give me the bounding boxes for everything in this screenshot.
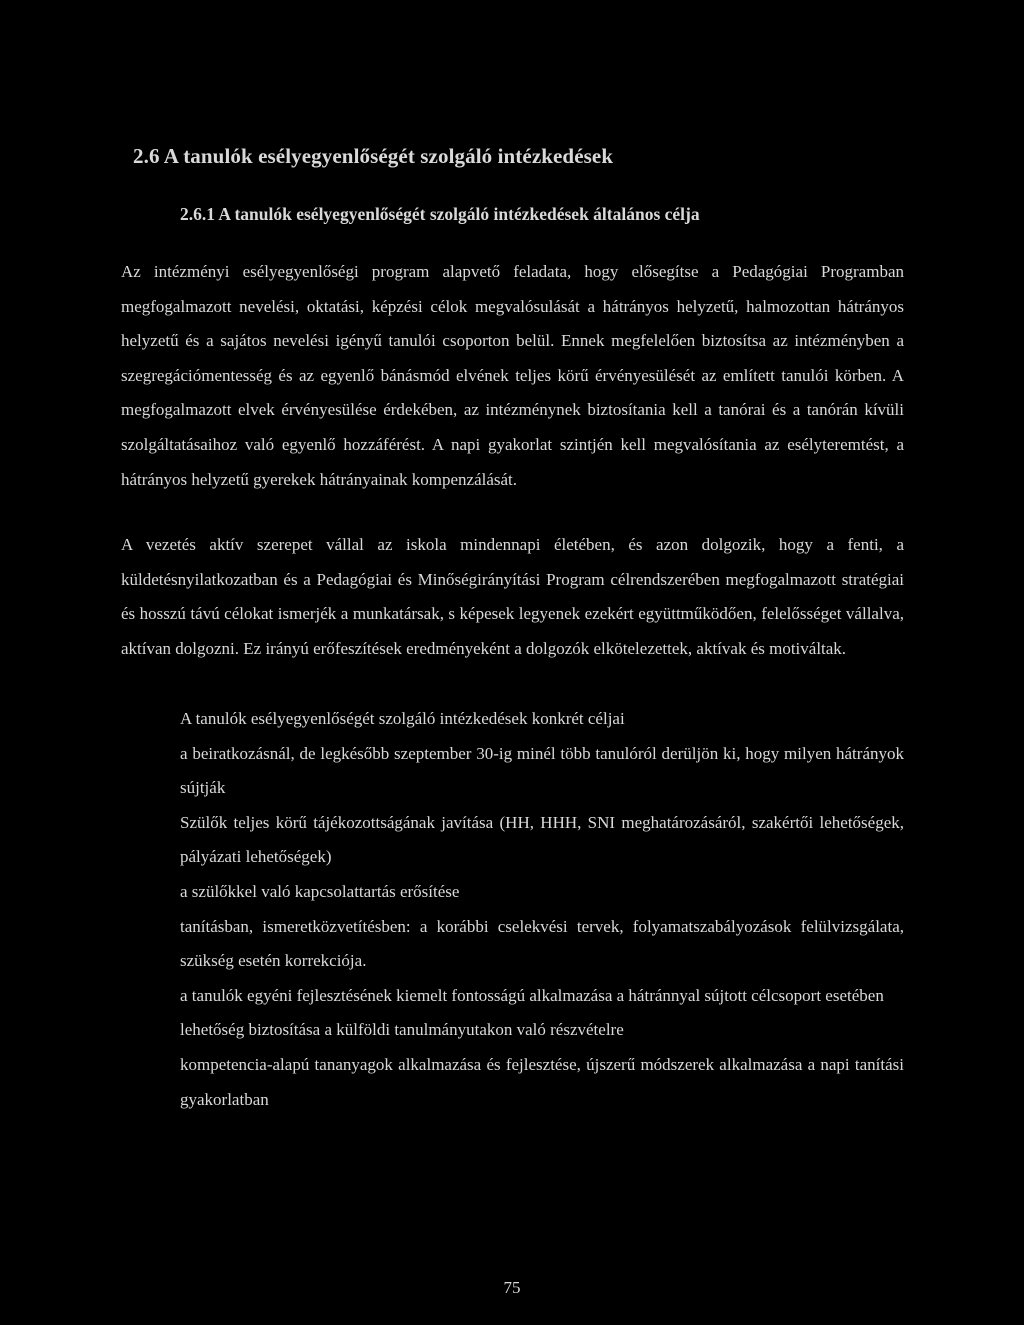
paragraph-text: Az intézményi esélyegyenlőségi program alapvető feladata, hogy elősegítse a Pedagógiai Programban megfogalmazott nevelési, oktatási, képzési célok megvalósulását a hátrányos helyzetű, halmozottan hátrányos helyzetű és a sajátos nevelési igényű tanulói csoporton belül. Ennek megfelelően biztosítsa az intézményben a szegregációmentesség és az egyenlő bánásmód elvének teljes körű érvényesülését az említett tanulói körben. A megfogalmazott elvek érvényesülése érdekében, az intézménynek biztosítania kell a tanórai és a tanórán kívüli szolgáltatásaihoz való egyenlő hozzáférést. A napi gyakorlat szintjén kell megvalósítania az esélyteremtést, a hátrányos helyzetű gyerekek hátrányainak kompenzálását. [121, 262, 904, 489]
list-item: lehetőség biztosítása a külföldi tanulmányutakon való részvételre [180, 1020, 624, 1040]
list-title: A tanulók esélyegyenlőségét szolgáló intézkedések konkrét céljai [180, 709, 625, 728]
list-item: kompetencia-alapú tananyagok alkalmazása és fejlesztése, újszerű módszerek alkalmazása a napi tanítási gyakorlatban [180, 1054, 904, 1109]
list-item: Szülők teljes körű tájékozottságának javítása (HH, HHH, SNI meghatározásáról, szakértői lehetőségek, pályázati lehetőségek) [180, 812, 904, 867]
list-item: a szülőkkel való kapcsolattartás erősítése [180, 881, 460, 901]
list-item: a tanulók egyéni fejlesztésének kiemelt fontosságú alkalmazása a hátránnyal sújtott célcsoport esetében [180, 985, 884, 1005]
body-paragraph-1 [121, 255, 904, 497]
body-paragraph-2 [121, 528, 904, 666]
page-number: 75 [503, 1278, 521, 1297]
paragraph-text: A vezetés aktív szerepet vállal az iskola mindennapi életében, és azon dolgozik, hogy a fenti, a küldetésnyilatkozatban és a Pedagógiai és Minőségirányítási Program célrendszerében megfogalmazott stratégiai és hosszú távú célokat ismerjék a munkatársak, s képesek legyenek ezekért együttműködően, felelősséget vállalva, aktívan dolgozni. Ez irányú erőfeszítések eredményeként a dolgozók elkötelezettek, aktívak és motiváltak. [121, 535, 904, 658]
list-item: tanításban, ismeretközvetítésben: a korábbi cselekvési tervek, folyamatszabályozások felülvizsgálata, szükség esetén korrekciója. [180, 916, 904, 971]
section-heading: 2.6 A tanulók esélyegyenlőségét szolgáló intézkedések [133, 144, 614, 168]
subsection-heading: 2.6.1 A tanulók esélyegyenlőségét szolgáló intézkedések általános célja [180, 204, 700, 224]
goals-list [180, 702, 904, 1117]
list-item: a beiratkozásnál, de legkésőbb szeptember 30-ig minél több tanulóról derüljön ki, hogy milyen hátrányok sújtják [180, 743, 904, 798]
